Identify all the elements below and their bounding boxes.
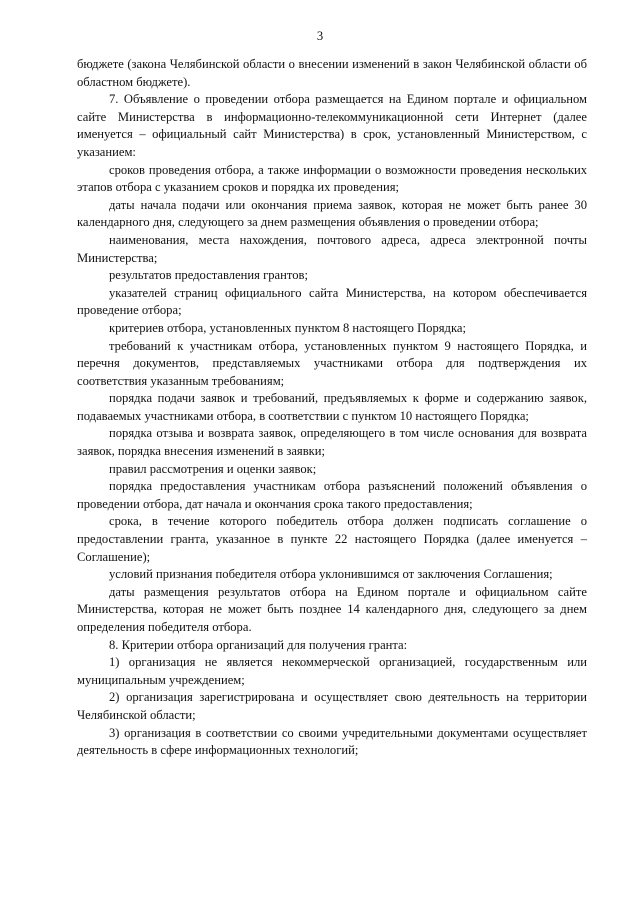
- page-number: 3: [316, 29, 324, 43]
- paragraph: 7. Объявление о проведении отбора размещается на Едином портале и официальном сайте Министерства в информационно-телекоммуникационной сети Интернет (далее именуется – официальный сайт Министерства) в срок, установленный Министерством, с указанием:: [77, 92, 587, 159]
- paragraph: 3) организация в соответствии со своими учредительными документами осуществляет деятельность в сфере информационных технологий;: [77, 725, 587, 758]
- paragraph: порядка отзыва и возврата заявок, определяющего в том числе основания для возврата заявок, порядка внесения изменений в заявки;: [77, 426, 587, 459]
- paragraph: 2) организация зарегистрирована и осуществляет свою деятельность на территории Челябинской области;: [77, 690, 587, 722]
- paragraph: бюджете (закона Челябинской области о внесении изменений в закон Челябинской области об областном бюджете).: [77, 57, 587, 89]
- document-body: [77, 56, 587, 760]
- paragraph: 1) организация не является некоммерческой организацией, государственным или муниципальным учреждением;: [77, 655, 587, 687]
- paragraph: даты размещения результатов отбора на Едином портале и официальном сайте Министерства, которая не может быть позднее 14 календарного дня, следующего за днем определения победителя отбора.: [77, 584, 587, 634]
- paragraph: указателей страниц официального сайта Министерства, на котором обеспечивается проведение отбора;: [77, 285, 587, 318]
- paragraph: сроков проведения отбора, а также информации о возможности проведения нескольких этапов отбора с указанием сроков и порядка их проведения;: [77, 162, 587, 195]
- paragraph: условий признания победителя отбора уклонившимся от заключения Соглашения;: [109, 567, 553, 582]
- paragraph: критериев отбора, установленных пунктом 8 настоящего Порядка;: [109, 320, 466, 335]
- paragraph: требований к участникам отбора, установленных пунктом 9 настоящего Порядка, и перечня документов, представляемых участниками отбора для подтверждения их соответствия указанным требованиям;: [77, 338, 587, 388]
- paragraph: порядка подачи заявок и требований, предъявляемых к форме и содержанию заявок, подаваемых участниками отбора, в соответствии с пунктом 10 настоящего Порядка;: [77, 391, 587, 423]
- paragraph: даты начала подачи или окончания приема заявок, которая не может быть ранее 30 календарного дня, следующего за днем размещения объявления о проведении отбора;: [77, 197, 587, 230]
- paragraph: порядка предоставления участникам отбора разъяснений положений объявления о проведении отбора, дат начала и окончания срока такого предоставления;: [77, 479, 587, 511]
- paragraph: результатов предоставления грантов;: [109, 268, 308, 283]
- paragraph: 8. Критерии отбора организаций для получения гранта:: [109, 637, 408, 652]
- paragraph: срока, в течение которого победитель отбора должен подписать соглашение о предоставлении гранта, указанное в пункте 22 настоящего Порядка (далее именуется – Соглашение);: [77, 514, 587, 564]
- paragraph: правил рассмотрения и оценки заявок;: [109, 461, 317, 476]
- paragraph: наименования, места нахождения, почтового адреса, адреса электронной почты Министерства;: [77, 232, 587, 265]
